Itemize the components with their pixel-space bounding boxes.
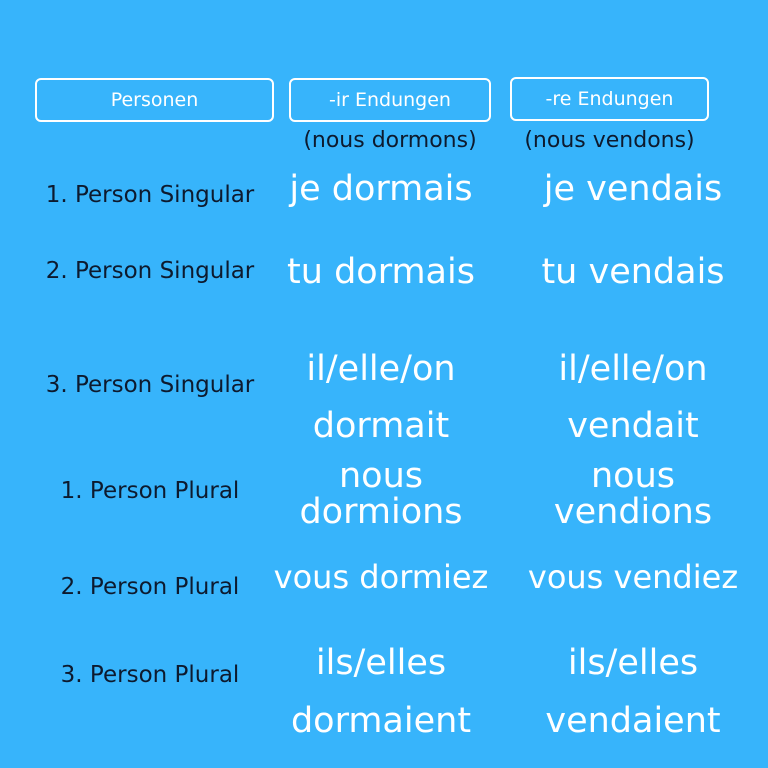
form-re-3-singular-line2: vendait — [567, 406, 699, 446]
person-2-plural: 2. Person Plural — [60, 574, 240, 600]
form-re-3-singular-line1: il/elle/on — [558, 349, 708, 389]
form-ir-3-plural — [262, 634, 500, 750]
form-ir-3-plural-line1: ils/elles — [315, 643, 447, 683]
header-personen-label: Personen — [110, 89, 199, 111]
header-re-label: -re Endungen — [545, 88, 674, 110]
form-re-3-plural — [515, 634, 751, 750]
form-ir-2-singular: tu dormais — [287, 252, 475, 292]
form-ir-1-plural — [262, 458, 500, 530]
form-re-1-plural-line2: vendions — [553, 492, 713, 532]
header-ir-endungen — [289, 78, 491, 122]
form-ir-3-plural-line2: dormaient — [290, 701, 472, 741]
form-re-1-plural-line1: nous — [590, 456, 675, 496]
form-ir-3-singular — [262, 341, 500, 455]
form-re-2-singular: tu vendais — [541, 252, 725, 292]
form-ir-1-plural-line2: dormions — [299, 492, 463, 532]
form-ir-3-singular-line1: il/elle/on — [306, 349, 456, 389]
person-3-singular: 3. Person Singular — [45, 372, 255, 398]
form-re-3-singular — [515, 341, 751, 455]
example-re: (nous vendons) — [524, 128, 695, 153]
person-1-singular: 1. Person Singular — [45, 182, 255, 208]
person-2-singular: 2. Person Singular — [45, 258, 255, 284]
person-3-plural: 3. Person Plural — [60, 662, 240, 688]
form-ir-1-plural-line1: nous — [338, 456, 423, 496]
header-re-endungen — [510, 77, 709, 121]
person-1-plural: 1. Person Plural — [60, 478, 240, 504]
form-ir-1-singular: je dormais — [289, 169, 473, 209]
form-re-2-plural: vous vendiez — [527, 558, 739, 596]
example-ir: (nous dormons) — [303, 128, 477, 153]
form-re-1-singular: je vendais — [543, 169, 723, 209]
form-ir-2-plural: vous dormiez — [273, 558, 489, 596]
form-re-3-plural-line1: ils/elles — [567, 643, 699, 683]
form-re-3-plural-line2: vendaient — [545, 701, 721, 741]
header-personen — [35, 78, 274, 122]
header-ir-label: -ir Endungen — [329, 89, 451, 111]
form-re-1-plural — [515, 458, 751, 530]
form-ir-3-singular-line2: dormait — [312, 406, 450, 446]
